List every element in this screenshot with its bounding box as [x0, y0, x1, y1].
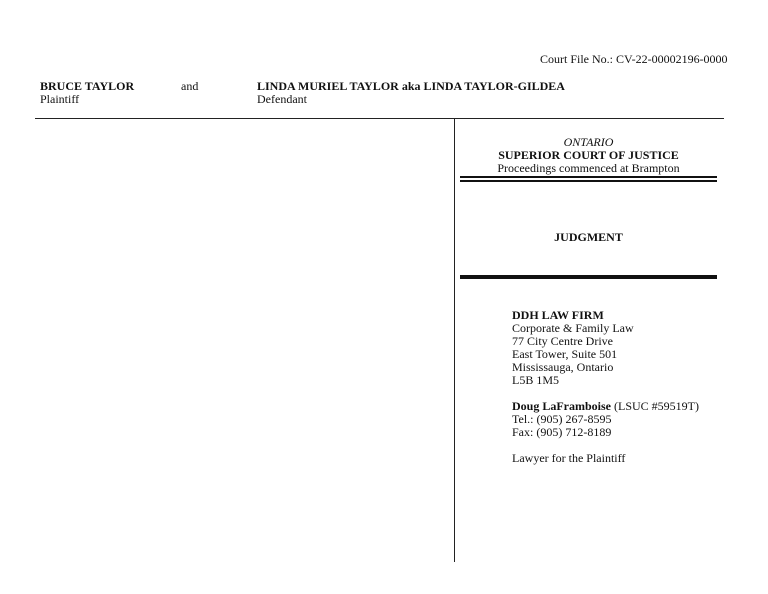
- lawyer-telephone: Tel.: (905) 267-8595: [512, 412, 612, 426]
- court-venue: Proceedings commenced at Brampton: [497, 161, 680, 175]
- backsheet-column-divider: [454, 118, 455, 562]
- double-rule-bottom: [460, 180, 717, 182]
- double-rule-top: [460, 176, 717, 178]
- court-block: [460, 136, 717, 175]
- thick-rule: [460, 275, 717, 279]
- firm-city: Mississauga, Ontario: [512, 360, 614, 374]
- plaintiff-name: BRUCE TAYLOR: [40, 79, 135, 93]
- plaintiff-role: Plaintiff: [40, 92, 80, 106]
- defendant-name: LINDA MURIEL TAYLOR aka LINDA TAYLOR-GILDEA: [257, 79, 565, 93]
- firm-address-line1: 77 City Centre Drive: [512, 334, 613, 348]
- lawyer-block: [512, 309, 699, 465]
- lawyer-lsuc: (LSUC #59519T): [614, 399, 699, 413]
- court-file-number: Court File No.: CV-22-00002196-0000: [540, 52, 728, 66]
- firm-address-line2: East Tower, Suite 501: [512, 347, 618, 361]
- lawyer-role: Lawyer for the Plaintiff: [512, 451, 626, 465]
- lawyer-name: Doug LaFramboise: [512, 399, 611, 413]
- firm-postal-code: L5B 1M5: [512, 373, 560, 387]
- and-connector: and: [181, 79, 199, 93]
- document-title: JUDGMENT: [554, 230, 623, 244]
- firm-practice: Corporate & Family Law: [512, 321, 634, 335]
- defendant-role: Defendant: [257, 92, 307, 106]
- firm-name: DDH LAW FIRM: [512, 308, 604, 322]
- province: ONTARIO: [563, 135, 614, 149]
- lawyer-fax: Fax: (905) 712-8189: [512, 425, 612, 439]
- court-name: SUPERIOR COURT OF JUSTICE: [498, 148, 679, 162]
- header-divider: [35, 118, 724, 119]
